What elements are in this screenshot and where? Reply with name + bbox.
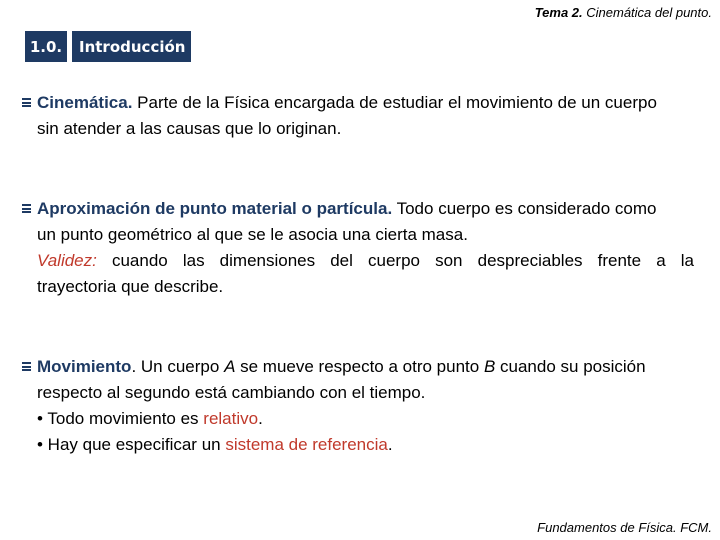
item-particula	[22, 196, 694, 300]
topic-title: Cinemática del punto.	[582, 5, 712, 20]
term-particula: Aproximación de punto material o partícula.	[37, 199, 393, 218]
variable-a: A	[224, 357, 236, 376]
definition-line: Parte de la Física encargada de estudiar el movimiento de un cuerpo	[132, 93, 657, 112]
item-movimiento	[22, 354, 694, 458]
definition-text: cuando su posición	[495, 357, 646, 376]
section-number: 1.0.	[25, 31, 67, 62]
variable-b: B	[483, 357, 496, 376]
section-title: Introducción	[72, 31, 191, 62]
term-movimiento: Movimiento	[37, 357, 132, 376]
bullet-icon	[22, 204, 31, 213]
topic-number: Tema 2.	[534, 5, 583, 20]
definition-text: . Un cuerpo	[131, 357, 225, 376]
definition-line: sin atender a las causas que lo originan.	[37, 119, 342, 138]
definition-line: un punto geométrico al que se le asocia una cierta masa.	[37, 225, 468, 244]
validez-line: trayectoria que describe.	[37, 277, 224, 296]
bullet-icon	[22, 362, 31, 371]
validez-text: cuando las dimensiones del cuerpo son despreciables frente a la	[96, 251, 694, 270]
definition-line: respecto al segundo está cambiando con el tiempo.	[37, 383, 426, 402]
definition-line: Todo cuerpo es considerado como	[392, 199, 657, 218]
validez-label: Validez:	[37, 251, 97, 270]
item-cinematica	[22, 90, 694, 142]
term-cinematica: Cinemática.	[37, 93, 133, 112]
sub-point-relativo: • Todo movimiento es relativo.	[37, 409, 263, 428]
topic-header	[535, 5, 712, 20]
bullet-icon	[22, 98, 31, 107]
highlight-relativo: relativo	[203, 409, 259, 428]
footer-text: Fundamentos de Física. FCM.	[537, 520, 712, 535]
highlight-sistema: sistema de referencia	[225, 435, 388, 454]
definition-text: se mueve respecto a otro punto	[235, 357, 484, 376]
sub-point-sistema: • Hay que especificar un sistema de referencia.	[37, 435, 393, 454]
